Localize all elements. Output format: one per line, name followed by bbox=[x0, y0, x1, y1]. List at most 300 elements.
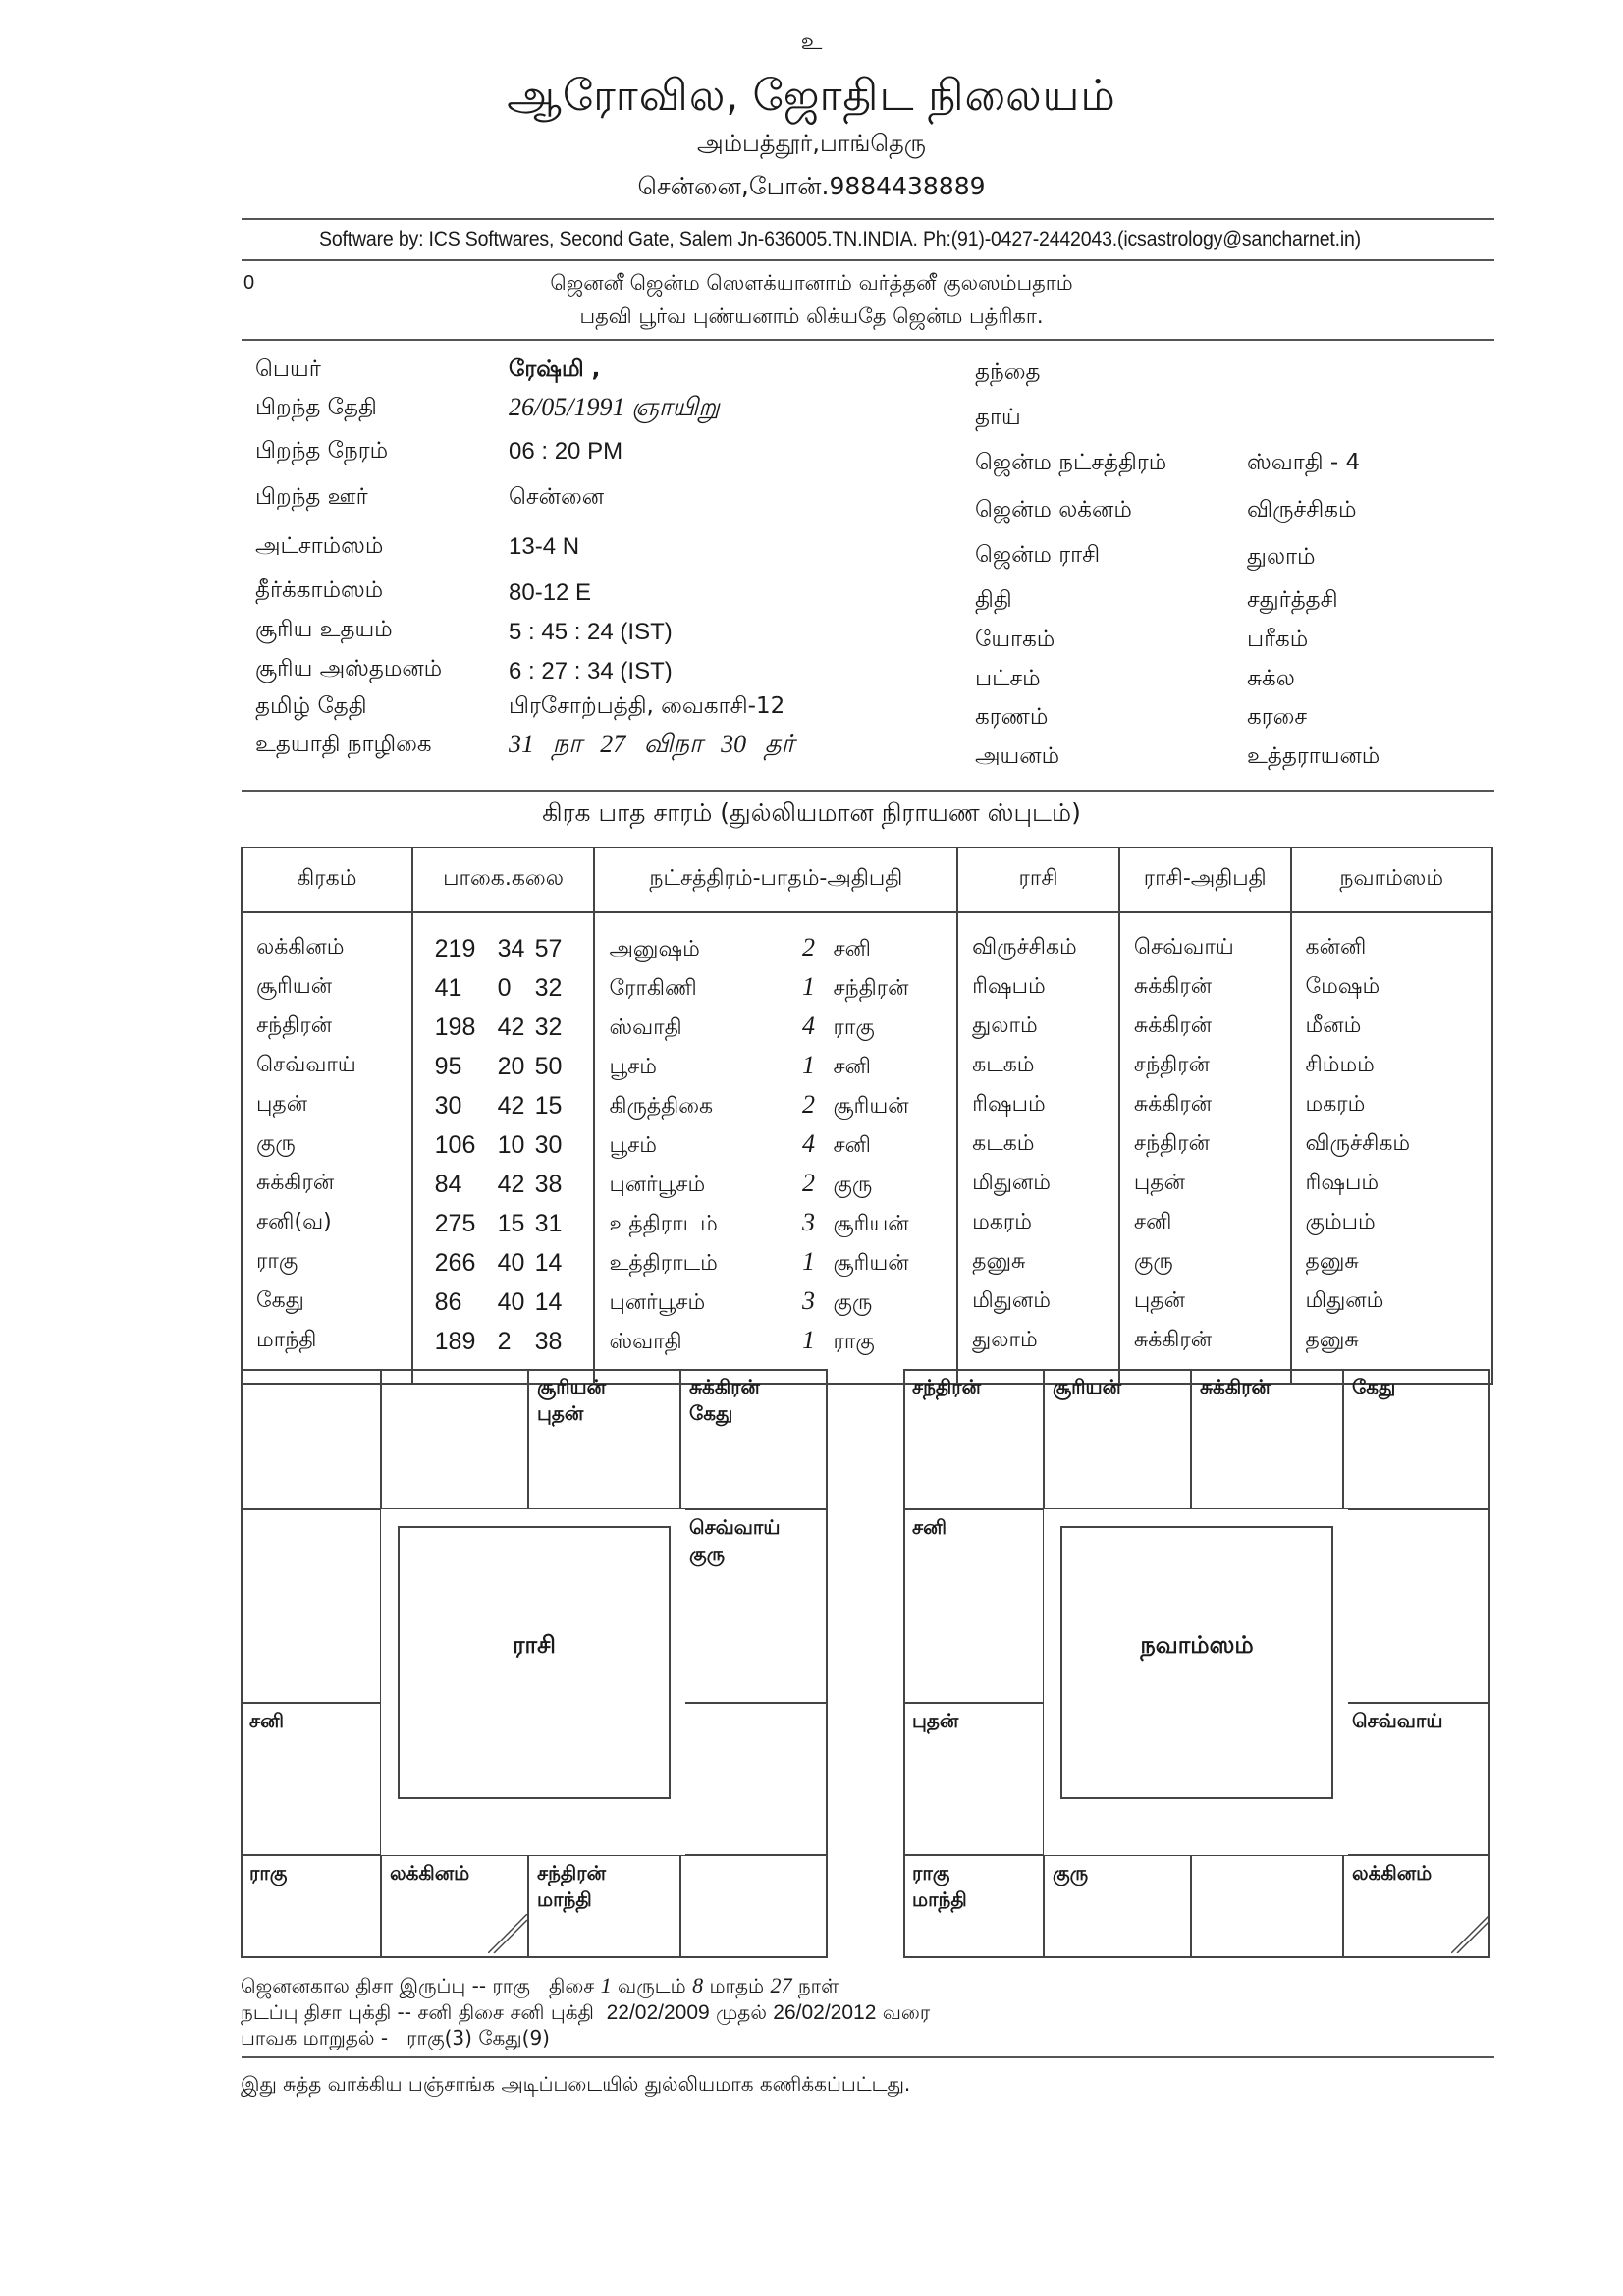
planet-name: சந்திரன் bbox=[256, 1013, 333, 1038]
cell-rasi-lord bbox=[1119, 1165, 1291, 1204]
navamsa: தனுசு bbox=[1305, 1328, 1359, 1352]
rasi-lord: சனி bbox=[1133, 1210, 1172, 1234]
nakshatra: பூசம் bbox=[609, 1133, 657, 1158]
pada: 1 bbox=[801, 972, 815, 1001]
degree: 95 bbox=[434, 1052, 462, 1080]
nakshatra: புனர்பூசம் bbox=[609, 1290, 706, 1315]
planet-name: செவ்வாய் bbox=[256, 1053, 356, 1077]
cell-navamsa bbox=[1291, 1283, 1492, 1322]
current-dasa-text: சனி திசை சனி புக்தி bbox=[417, 2000, 594, 2024]
detail-value-ayanam: உத்தராயனம் bbox=[1247, 743, 1380, 769]
seconds: 15 bbox=[534, 1091, 563, 1120]
minutes: 10 bbox=[497, 1130, 525, 1159]
chart-title: ராசி bbox=[513, 1631, 556, 1659]
dasa-balance-label: ஜெனனகால திசா இருப்பு -- bbox=[241, 1974, 487, 1997]
cell-rasi-lord bbox=[1119, 968, 1291, 1008]
planet-in-house: சனி bbox=[249, 1709, 284, 1732]
planet-in-house: சுக்கிரன் bbox=[1200, 1375, 1271, 1398]
cell-nakshatra bbox=[594, 912, 957, 968]
rasi: ரிஷபம் bbox=[972, 1092, 1046, 1117]
cell-rasi bbox=[957, 1165, 1119, 1204]
nakshatra-lord: சூரியன் bbox=[833, 1094, 909, 1119]
rasi-lord: சுக்கிரன் bbox=[1133, 1013, 1213, 1038]
pada: 3 bbox=[801, 1286, 815, 1315]
detail-value-longitude: 80-12 E bbox=[509, 579, 592, 606]
planet-name: சனி(வ) bbox=[256, 1210, 332, 1234]
nakshatra-lord: சூரியன் bbox=[833, 1212, 909, 1236]
minutes: 40 bbox=[497, 1287, 525, 1316]
cell-nakshatra bbox=[594, 1283, 957, 1322]
degree: 266 bbox=[434, 1248, 476, 1277]
table-row bbox=[242, 1008, 1492, 1047]
cell-degree bbox=[412, 1243, 595, 1283]
cell-planet bbox=[242, 1008, 412, 1047]
shloka-line-2: பதவி பூர்வ புண்யனாம் லிக்யதே ஜென்ம பத்ரிகா. bbox=[579, 304, 1044, 328]
pada: 4 bbox=[801, 1129, 815, 1158]
chart-center-box bbox=[398, 1526, 671, 1799]
planet-in-house: லக்கினம் bbox=[1352, 1861, 1433, 1885]
pada: 1 bbox=[801, 1051, 815, 1079]
detail-label-name: பெயர் bbox=[255, 356, 321, 382]
bhava-label: பாவக மாறுதல் - bbox=[241, 2026, 389, 2050]
detail-value-paksham: சுக்ல bbox=[1247, 666, 1295, 691]
serial-number: 0 bbox=[243, 272, 255, 294]
dasa-balance-text: திசை bbox=[548, 1974, 595, 1997]
planet-in-house: சனி bbox=[912, 1515, 947, 1539]
planet-name: லக்கினம் bbox=[256, 935, 345, 959]
rasi: மகரம் bbox=[972, 1210, 1032, 1234]
navamsa: கன்னி bbox=[1305, 935, 1367, 959]
house-rishabam bbox=[528, 1369, 680, 1509]
cell-planet bbox=[242, 1243, 412, 1283]
cell-navamsa bbox=[1291, 1165, 1492, 1204]
degree: 275 bbox=[434, 1209, 476, 1237]
chart-center-box bbox=[1060, 1526, 1333, 1799]
pada: 2 bbox=[801, 1169, 815, 1197]
pada: 2 bbox=[801, 933, 815, 961]
house-meenam bbox=[241, 1369, 381, 1509]
cell-nakshatra bbox=[594, 1047, 957, 1086]
nakshatra-lord: சனி bbox=[833, 1133, 871, 1158]
planet-in-house: செவ்வாய் bbox=[689, 1515, 781, 1539]
detail-value-janma-lagna: விருச்சிகம் bbox=[1247, 497, 1357, 522]
planet-in-house: குரு bbox=[689, 1542, 726, 1565]
rasi-lord: சுக்கிரன் bbox=[1133, 1092, 1213, 1117]
detail-value-sunset: 6 : 27 : 34 (IST) bbox=[509, 658, 673, 684]
planet-table-title: கிரக பாத சாரம் (துல்லியமான நிராயண ஸ்புடம்) bbox=[542, 798, 1081, 827]
rasi: மிதுனம் bbox=[972, 1171, 1051, 1195]
house-dhanusu bbox=[241, 1855, 381, 1958]
planet-in-house: மாந்தி bbox=[912, 1887, 967, 1911]
planet-in-house: சூரியன் bbox=[1053, 1375, 1122, 1398]
nakshatra: ஸ்வாதி bbox=[609, 1330, 682, 1354]
from-label: முதல் bbox=[716, 2000, 767, 2024]
cell-nakshatra bbox=[594, 1243, 957, 1283]
cell-navamsa bbox=[1291, 1243, 1492, 1283]
bhava-rahu: ராகு(3) bbox=[406, 2026, 472, 2050]
current-dasa-to: 26/02/2012 bbox=[773, 2001, 877, 2024]
rasi-lord: புதன் bbox=[1133, 1171, 1185, 1195]
cell-nakshatra bbox=[594, 1008, 957, 1047]
detail-label-janma-rasi: ஜென்ம ராசி bbox=[975, 542, 1101, 568]
house-thulam bbox=[528, 1855, 680, 1958]
minutes: 2 bbox=[497, 1327, 512, 1355]
rasi-lord: செவ்வாய் bbox=[1133, 935, 1234, 959]
cell-degree bbox=[412, 968, 595, 1008]
divider bbox=[242, 790, 1494, 792]
planet-in-house: செவ்வாய் bbox=[1352, 1709, 1443, 1732]
rasi-lord: சுக்கிரன் bbox=[1133, 1328, 1213, 1352]
cell-rasi-lord bbox=[1119, 1283, 1291, 1322]
nakshatra-lord: குரு bbox=[833, 1173, 873, 1197]
nakshatra: ரோகிணி bbox=[609, 976, 697, 1001]
detail-value-birth-place: சென்னை bbox=[509, 484, 605, 510]
navamsa: மகரம் bbox=[1305, 1092, 1366, 1117]
detail-value-birth-date: 26/05/1991 ஞாயிறு bbox=[509, 393, 720, 421]
planet-in-house: மாந்தி bbox=[537, 1887, 592, 1911]
divider bbox=[242, 339, 1494, 341]
house-mesham bbox=[1044, 1369, 1191, 1509]
calculation-note: இது சுத்த வாக்கிய பஞ்சாங்க அடிப்படையில் துல்லியமாக கணிக்கப்பட்டது. bbox=[241, 2072, 911, 2096]
dasa-months: 8 bbox=[692, 1973, 704, 1997]
planet-name: குரு bbox=[256, 1131, 296, 1156]
planet-in-house: கேது bbox=[1352, 1375, 1396, 1398]
nakshatra: புனர்பூசம் bbox=[609, 1173, 706, 1197]
table-row bbox=[242, 1125, 1492, 1165]
col-header-navamsa: நவாம்ஸம் bbox=[1291, 847, 1492, 912]
cell-navamsa bbox=[1291, 968, 1492, 1008]
rasi: கடகம் bbox=[972, 1131, 1035, 1156]
planet-in-house: குரு bbox=[1053, 1861, 1089, 1885]
cell-rasi-lord bbox=[1119, 1204, 1291, 1243]
table-row bbox=[242, 1283, 1492, 1322]
detail-value-janma-nakshatra: ஸ்வாதி - 4 bbox=[1247, 450, 1361, 475]
nakshatra-lord: ராகு bbox=[833, 1015, 875, 1040]
cell-nakshatra bbox=[594, 1086, 957, 1125]
cell-degree bbox=[412, 912, 595, 968]
nakshatra: கிருத்திகை bbox=[609, 1094, 714, 1119]
degree: 84 bbox=[434, 1170, 462, 1198]
pada: 2 bbox=[801, 1090, 815, 1119]
nakshatra-lord: சனி bbox=[833, 937, 871, 961]
detail-label-latitude: அட்சாம்ஸம் bbox=[255, 533, 384, 559]
cell-planet bbox=[242, 1086, 412, 1125]
detail-label-father: தந்தை bbox=[975, 359, 1041, 385]
cell-rasi-lord bbox=[1119, 1243, 1291, 1283]
cell-navamsa bbox=[1291, 1204, 1492, 1243]
detail-label-sunset: சூரிய அஸ்தமனம் bbox=[255, 656, 443, 682]
col-header-degree: பாகை.கலை bbox=[412, 847, 595, 912]
detail-value-birth-time: 06 : 20 PM bbox=[509, 438, 623, 465]
seconds: 38 bbox=[534, 1327, 563, 1355]
planet-in-house: சந்திரன் bbox=[537, 1861, 607, 1885]
cell-navamsa bbox=[1291, 912, 1492, 968]
cell-degree bbox=[412, 1283, 595, 1322]
navamsa: சிம்மம் bbox=[1305, 1053, 1375, 1077]
cell-degree bbox=[412, 1047, 595, 1086]
house-kumbam bbox=[903, 1509, 1044, 1703]
dasa-years: 1 bbox=[600, 1973, 612, 1997]
seconds: 32 bbox=[534, 1012, 563, 1041]
rasi-lord: சந்திரன் bbox=[1133, 1131, 1210, 1156]
detail-label-yogam: யோகம் bbox=[975, 627, 1055, 652]
house-kumbam bbox=[241, 1509, 381, 1703]
minutes: 20 bbox=[497, 1052, 525, 1080]
detail-label-janma-lagna: ஜென்ம லக்னம் bbox=[975, 497, 1132, 522]
cell-degree bbox=[412, 1125, 595, 1165]
astrology-center-title: ஆரோவில, ஜோதிட நிலையம் bbox=[507, 71, 1116, 121]
minutes: 34 bbox=[497, 934, 525, 962]
col-header-rasi-lord: ராசி-அதிபதி bbox=[1119, 847, 1291, 912]
cell-degree bbox=[412, 1008, 595, 1047]
house-simmam bbox=[1343, 1703, 1490, 1855]
planet-in-house: கேது bbox=[689, 1401, 733, 1425]
cell-rasi bbox=[957, 1125, 1119, 1165]
planet-name: சுக்கிரன் bbox=[256, 1171, 335, 1195]
house-mesham bbox=[381, 1369, 528, 1509]
navamsa: ரிஷபம் bbox=[1305, 1171, 1380, 1195]
navamsa: மேஷம் bbox=[1305, 974, 1380, 999]
planet-in-house: லக்கினம் bbox=[390, 1861, 470, 1885]
col-header-nakshatra: நட்சத்திரம்-பாதம்-அதிபதி bbox=[594, 847, 957, 912]
degree: 219 bbox=[434, 934, 476, 962]
invocation-symbol: உ bbox=[800, 27, 823, 55]
seconds: 30 bbox=[534, 1130, 563, 1159]
table-row bbox=[242, 968, 1492, 1008]
house-kadagam bbox=[680, 1509, 828, 1703]
cell-nakshatra bbox=[594, 1125, 957, 1165]
nakshatra-lord: ராகு bbox=[833, 1330, 875, 1354]
to-label: வரை bbox=[882, 2000, 931, 2024]
cell-degree bbox=[412, 1165, 595, 1204]
detail-label-birth-time: பிறந்த நேரம் bbox=[255, 438, 389, 464]
table-header-row bbox=[242, 847, 1492, 912]
years-label: வருடம் bbox=[618, 1974, 686, 1997]
house-meenam bbox=[903, 1369, 1044, 1509]
rasi-lord: சுக்கிரன் bbox=[1133, 974, 1213, 999]
cell-rasi-lord bbox=[1119, 1047, 1291, 1086]
cell-planet bbox=[242, 1047, 412, 1086]
nakshatra: ஸ்வாதி bbox=[609, 1015, 682, 1040]
degree: 198 bbox=[434, 1012, 476, 1041]
days-label: நாள் bbox=[797, 1974, 839, 1997]
cell-rasi bbox=[957, 1008, 1119, 1047]
nakshatra-lord: சந்திரன் bbox=[833, 976, 909, 1001]
planet-in-house: புதன் bbox=[912, 1709, 959, 1732]
house-viruchigam bbox=[1044, 1855, 1191, 1958]
planet-name: சூரியன் bbox=[256, 974, 333, 999]
rasi: கடகம் bbox=[972, 1053, 1035, 1077]
detail-label-karanam: கரணம் bbox=[975, 704, 1049, 730]
seconds: 50 bbox=[534, 1052, 563, 1080]
detail-label-birth-date: பிறந்த தேதி bbox=[255, 395, 377, 420]
cell-rasi bbox=[957, 1086, 1119, 1125]
rasi-lord: சந்திரன் bbox=[1133, 1053, 1210, 1077]
seconds: 38 bbox=[534, 1170, 563, 1198]
address: அம்பத்தூர்,பாங்தெரு bbox=[697, 130, 926, 157]
pada: 1 bbox=[801, 1326, 815, 1354]
degree: 189 bbox=[434, 1327, 476, 1355]
house-kanni bbox=[680, 1855, 828, 1958]
planet-positions-table bbox=[241, 847, 1493, 1385]
pada: 4 bbox=[801, 1011, 815, 1040]
cell-rasi-lord bbox=[1119, 1086, 1291, 1125]
cell-planet bbox=[242, 1165, 412, 1204]
cell-planet bbox=[242, 968, 412, 1008]
divider bbox=[242, 218, 1494, 220]
cell-rasi-lord bbox=[1119, 1125, 1291, 1165]
planet-name: புதன் bbox=[256, 1092, 308, 1117]
pada: 1 bbox=[801, 1247, 815, 1276]
lagna-marker-icon bbox=[488, 1914, 527, 1953]
seconds: 31 bbox=[534, 1209, 563, 1237]
shloka-line-1: ஜெனனீ ஜென்ம ஸௌக்யானாம் வர்த்தனீ குலஸம்பதாம் bbox=[550, 271, 1073, 295]
detail-value-udayadi-nazhigai: 31 நா 27 விநா 30 தர் bbox=[509, 730, 795, 758]
cell-planet bbox=[242, 1204, 412, 1243]
nakshatra-lord: சூரியன் bbox=[833, 1251, 909, 1276]
cell-nakshatra bbox=[594, 1204, 957, 1243]
cell-degree bbox=[412, 1204, 595, 1243]
navamsa: மீனம் bbox=[1305, 1013, 1362, 1038]
dasa-balance-line bbox=[241, 1973, 839, 2000]
rasi: ரிஷபம் bbox=[972, 974, 1046, 999]
minutes: 42 bbox=[497, 1170, 525, 1198]
cell-navamsa bbox=[1291, 1008, 1492, 1047]
rasi-chart bbox=[241, 1369, 828, 1958]
cell-nakshatra bbox=[594, 1165, 957, 1204]
house-kadagam bbox=[1343, 1509, 1490, 1703]
cell-navamsa bbox=[1291, 1086, 1492, 1125]
col-header-planet: கிரகம் bbox=[242, 847, 412, 912]
planet-in-house: ராகு bbox=[912, 1861, 950, 1885]
detail-label-udayadi-nazhigai: உதயாதி நாழிகை bbox=[255, 732, 432, 757]
minutes: 40 bbox=[497, 1248, 525, 1277]
cell-rasi bbox=[957, 1283, 1119, 1322]
cell-rasi bbox=[957, 1243, 1119, 1283]
cell-rasi bbox=[957, 968, 1119, 1008]
detail-value-janma-rasi: துலாம் bbox=[1247, 544, 1316, 570]
rasi: தனுசு bbox=[972, 1249, 1026, 1274]
nakshatra: உத்திராடம் bbox=[609, 1251, 718, 1276]
minutes: 42 bbox=[497, 1091, 525, 1120]
cell-rasi bbox=[957, 1047, 1119, 1086]
lagna-marker-line bbox=[1457, 1920, 1490, 1953]
detail-label-sunrise: சூரிய உதயம் bbox=[255, 617, 393, 642]
nakshatra: அனுஷம் bbox=[609, 937, 700, 961]
phone: சென்னை,போன்.9884438889 bbox=[637, 172, 986, 200]
detail-label-thithi: திதி bbox=[975, 587, 1012, 613]
degree: 30 bbox=[434, 1091, 462, 1120]
detail-label-ayanam: அயனம் bbox=[975, 743, 1060, 769]
house-dhanusu bbox=[903, 1855, 1044, 1958]
rasi: துலாம் bbox=[972, 1013, 1038, 1038]
nakshatra: பூசம் bbox=[609, 1055, 657, 1079]
seconds: 32 bbox=[534, 973, 563, 1002]
detail-value-name: ரேஷ்மி , bbox=[509, 356, 601, 382]
current-dasa-label: நடப்பு திசா புக்தி -- bbox=[241, 2000, 411, 2024]
cell-planet bbox=[242, 1125, 412, 1165]
pada: 3 bbox=[801, 1208, 815, 1236]
detail-label-longitude: தீர்க்காம்ஸம் bbox=[255, 577, 384, 603]
cell-rasi-lord bbox=[1119, 1008, 1291, 1047]
house-magaram bbox=[241, 1703, 381, 1855]
seconds: 14 bbox=[534, 1287, 563, 1316]
planet-name: மாந்தி bbox=[256, 1328, 317, 1352]
cell-rasi bbox=[957, 912, 1119, 968]
current-dasa-line bbox=[241, 2000, 930, 2027]
dasa-days: 27 bbox=[770, 1973, 792, 1997]
degree: 86 bbox=[434, 1287, 462, 1316]
planet-name: ராகு bbox=[256, 1249, 298, 1274]
house-mithunam bbox=[1343, 1369, 1490, 1509]
degree: 106 bbox=[434, 1130, 476, 1159]
degree: 41 bbox=[434, 973, 462, 1002]
detail-value-sunrise: 5 : 45 : 24 (IST) bbox=[509, 619, 673, 645]
table-row bbox=[242, 1086, 1492, 1125]
cell-degree bbox=[412, 1086, 595, 1125]
minutes: 15 bbox=[497, 1209, 525, 1237]
planet-in-house: ராகு bbox=[249, 1861, 288, 1885]
navamsa: தனுசு bbox=[1305, 1249, 1359, 1274]
house-rishabam bbox=[1191, 1369, 1343, 1509]
rasi: மிதுனம் bbox=[972, 1288, 1051, 1313]
detail-value-latitude: 13-4 N bbox=[509, 533, 580, 560]
seconds: 14 bbox=[534, 1248, 563, 1277]
cell-navamsa bbox=[1291, 1125, 1492, 1165]
planet-name: கேது bbox=[256, 1288, 304, 1313]
table-row bbox=[242, 1165, 1492, 1204]
cell-navamsa bbox=[1291, 1047, 1492, 1086]
navamsa: கும்பம் bbox=[1305, 1210, 1376, 1234]
cell-planet bbox=[242, 912, 412, 968]
lagna-marker-line bbox=[1451, 1914, 1490, 1953]
navamsa-chart bbox=[903, 1369, 1490, 1958]
dasa-balance-planet: ராகு bbox=[492, 1974, 530, 1997]
house-thulam bbox=[1191, 1855, 1343, 1958]
cell-rasi bbox=[957, 1204, 1119, 1243]
detail-value-karanam: கரசை bbox=[1247, 704, 1308, 730]
table-row bbox=[242, 1047, 1492, 1086]
bhava-change-line bbox=[241, 2026, 550, 2052]
detail-label-birth-place: பிறந்த ஊர் bbox=[255, 484, 368, 510]
rasi: விருச்சிகம் bbox=[972, 935, 1077, 959]
table-row bbox=[242, 1243, 1492, 1283]
table-row bbox=[242, 1204, 1492, 1243]
col-header-rasi: ராசி bbox=[957, 847, 1119, 912]
planet-in-house: புதன் bbox=[537, 1401, 584, 1425]
nakshatra: உத்திராடம் bbox=[609, 1212, 718, 1236]
bhava-ketu: கேது(9) bbox=[478, 2026, 550, 2050]
planet-in-house: சூரியன் bbox=[537, 1375, 607, 1398]
seconds: 57 bbox=[534, 934, 563, 962]
nakshatra-lord: சனி bbox=[833, 1055, 871, 1079]
navamsa: விருச்சிகம் bbox=[1305, 1131, 1411, 1156]
rasi-lord: குரு bbox=[1133, 1249, 1173, 1274]
current-dasa-from: 22/02/2009 bbox=[606, 2001, 710, 2024]
house-simmam bbox=[680, 1703, 828, 1855]
divider bbox=[242, 2056, 1494, 2058]
detail-label-tamil-date: தமிழ் தேதி bbox=[255, 693, 367, 719]
rasi: துலாம் bbox=[972, 1328, 1038, 1352]
minutes: 42 bbox=[497, 1012, 525, 1041]
cell-nakshatra bbox=[594, 968, 957, 1008]
cell-rasi-lord bbox=[1119, 912, 1291, 968]
rasi-lord: புதன் bbox=[1133, 1288, 1185, 1313]
detail-label-janma-nakshatra: ஜென்ம நட்சத்திரம் bbox=[975, 450, 1167, 475]
software-credit: Software by: ICS Softwares, Second Gate, Salem Jn-636005.TN.INDIA. Ph:(91)-0427-2442043.(icsastrology@sancharnet.in) bbox=[319, 228, 1361, 250]
lagna-marker-line bbox=[494, 1920, 527, 1953]
lagna-marker-line bbox=[488, 1914, 527, 1953]
